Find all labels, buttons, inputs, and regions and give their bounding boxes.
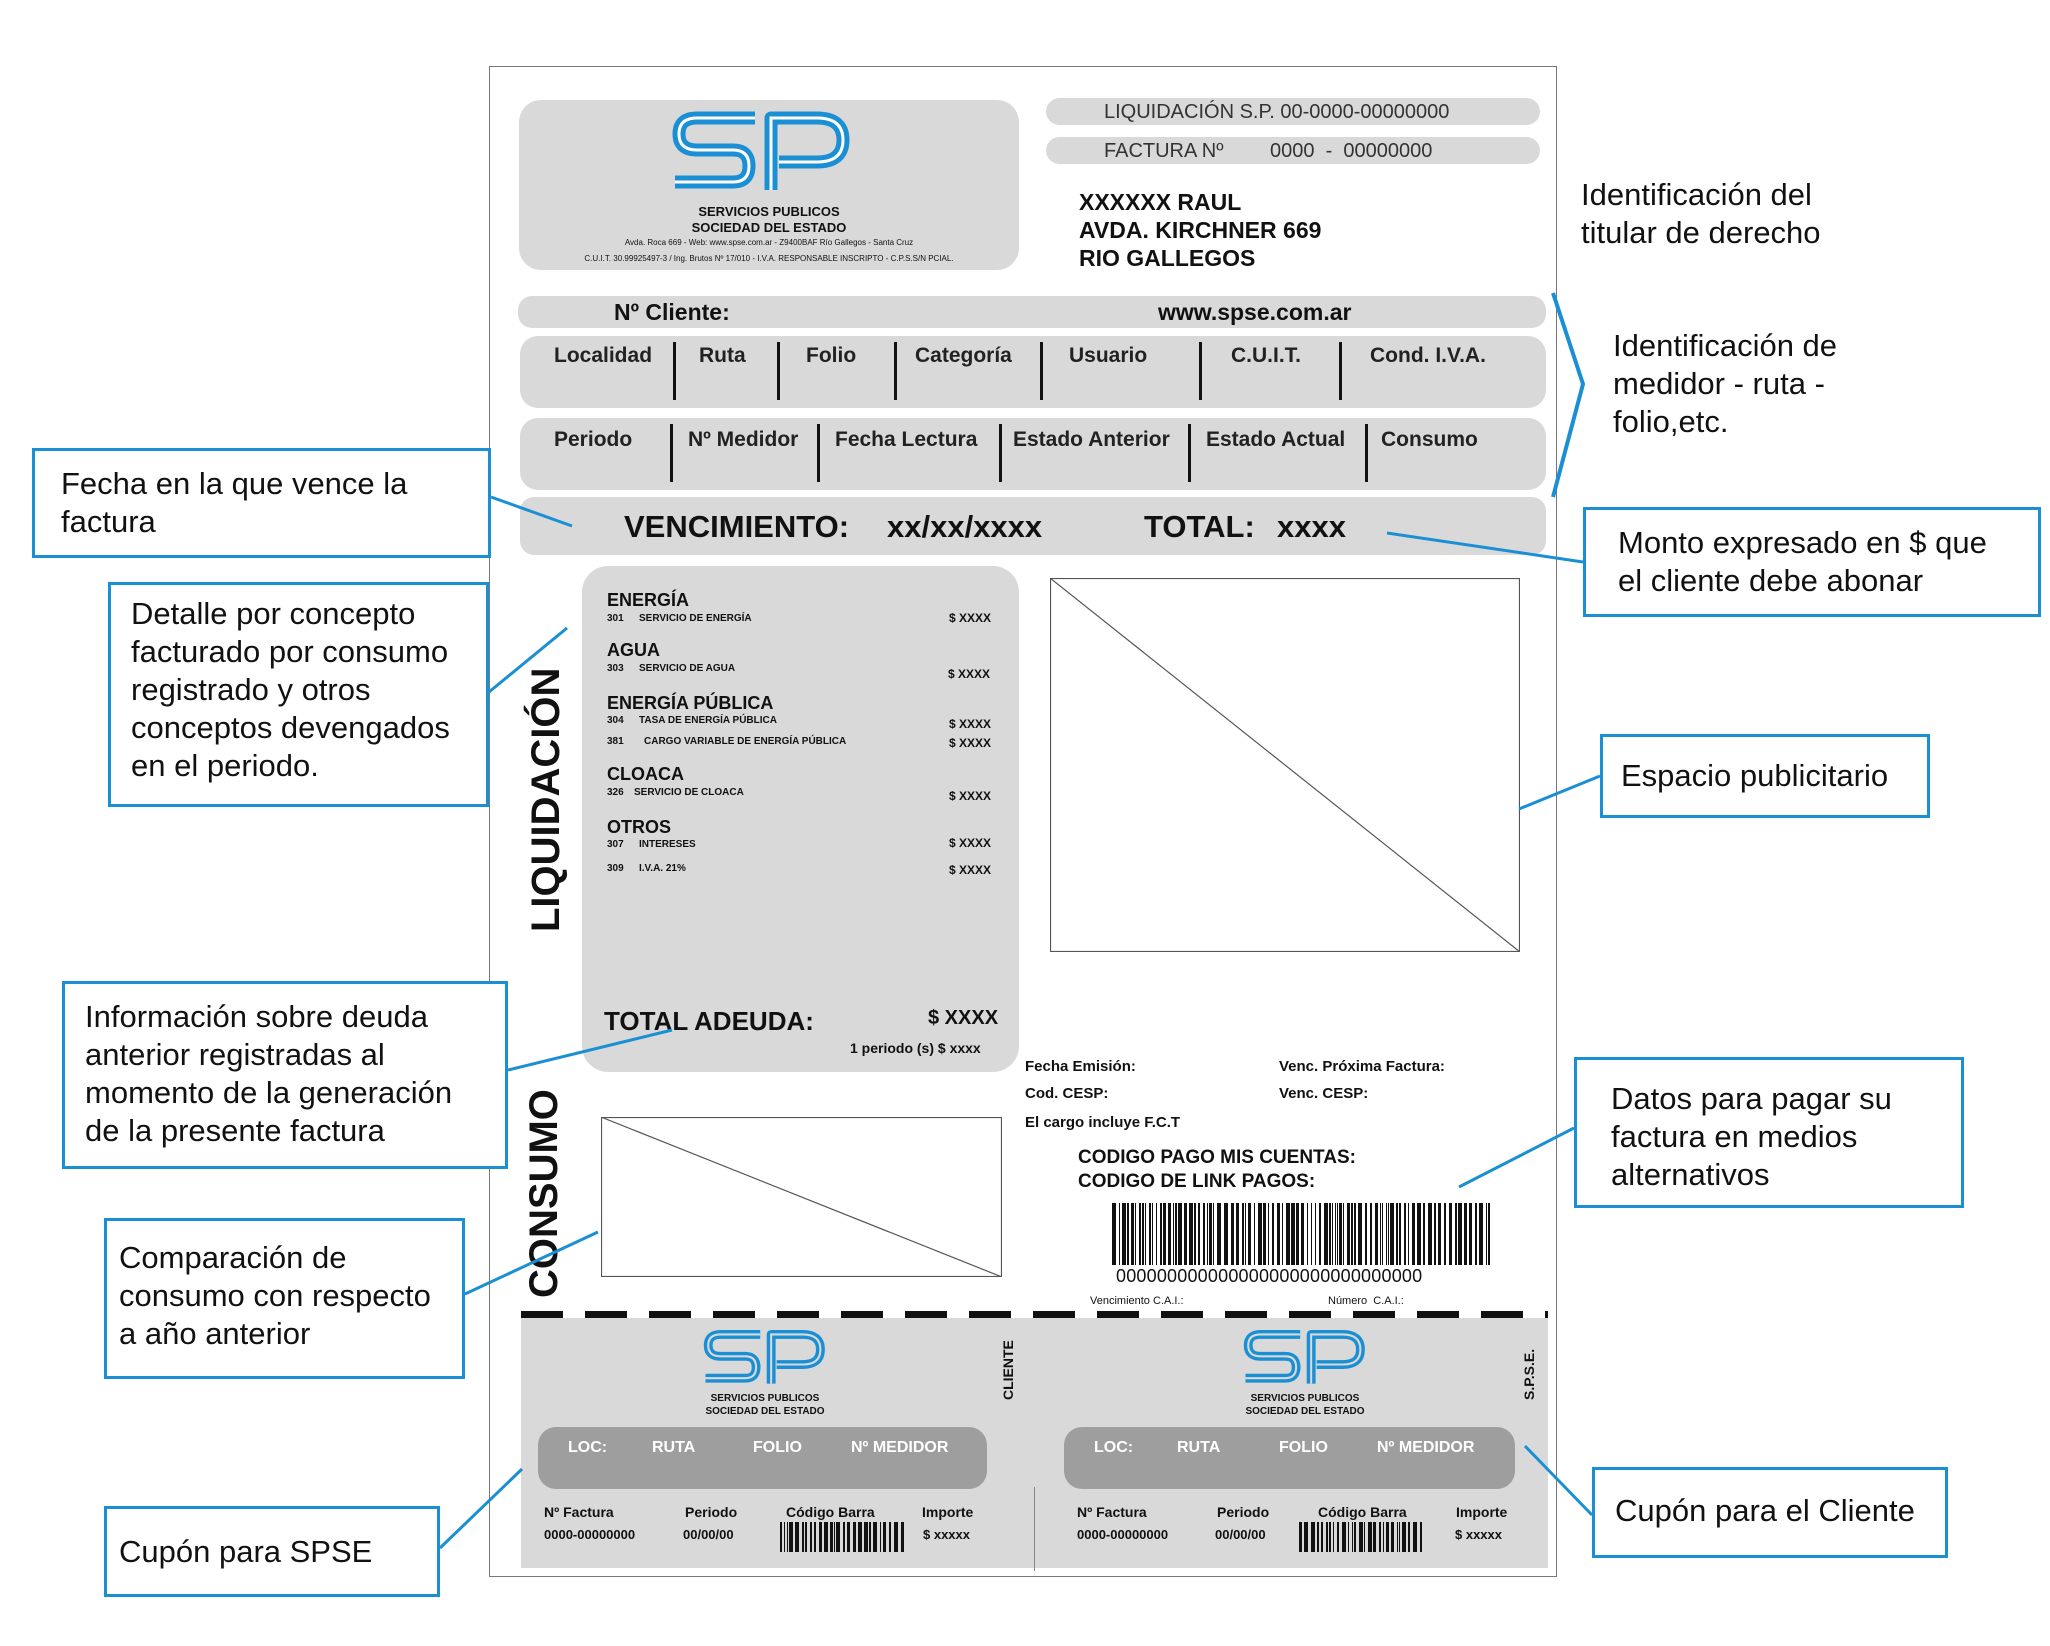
- cod-cesp-label: Cod. CESP:: [1025, 1085, 1109, 1102]
- pago-mis-cuentas-label: CODIGO PAGO MIS CUENTAS:: [1078, 1147, 1356, 1168]
- item-name: SERVICIO DE ENERGÍA: [639, 613, 752, 624]
- item-amount: $ XXXX: [949, 863, 992, 877]
- group-title: CLOACA: [607, 764, 684, 784]
- coupon-field: Nº MEDIDOR: [851, 1439, 949, 1456]
- coupon-header: Nº Factura: [1077, 1504, 1147, 1520]
- field-usuario: Usuario: [1069, 344, 1148, 367]
- item-amount: $ XXXX: [949, 717, 992, 731]
- coupon-field: RUTA: [652, 1439, 696, 1456]
- item-name: INTERESES: [639, 839, 696, 850]
- item-amount: $ XXXX: [949, 736, 992, 750]
- barcode-number: 000000000000000000000000000000: [1116, 1266, 1423, 1286]
- coupon-periodo-value: 00/00/00: [683, 1527, 734, 1542]
- field-estado-anterior: Estado Anterior: [1013, 428, 1170, 451]
- venc-cai-label: Vencimiento C.A.I.:: [1090, 1295, 1184, 1307]
- group-title: AGUA: [607, 640, 660, 660]
- liquidacion-section-title: LIQUIDACIÓN: [524, 667, 568, 932]
- fecha-emision-label: Fecha Emisión:: [1025, 1058, 1136, 1075]
- field-estado-actual: Estado Actual: [1206, 428, 1346, 451]
- client-web: www.spse.com.ar: [1158, 299, 1352, 325]
- item-name: SERVICIO DE AGUA: [639, 663, 736, 674]
- coupon-brand-1: SERVICIOS PUBLICOS: [710, 1393, 820, 1404]
- item-amount: $ XXXX: [949, 611, 992, 625]
- venc-proxima-label: Venc. Próxima Factura:: [1279, 1058, 1445, 1075]
- item-name: TASA DE ENERGÍA PÚBLICA: [639, 715, 777, 726]
- numero-cai-label: Número C.A.I.:: [1328, 1295, 1404, 1307]
- annotation-comparacion: Comparación de consumo con respecto a año anterior: [104, 1218, 465, 1379]
- item-amount: $ XXXX: [949, 789, 992, 803]
- field-periodo: Periodo: [554, 428, 633, 451]
- group-title: ENERGÍA: [607, 590, 690, 610]
- annotation-datos-pago: Datos para pagar su factura en medios alternativos: [1574, 1057, 1964, 1208]
- field-cond-iva: Cond. I.V.A.: [1370, 344, 1486, 367]
- customer-address: AVDA. KIRCHNER 669: [1079, 217, 1322, 243]
- coupon-header: Nº Factura: [544, 1504, 614, 1520]
- coupon-header: Periodo: [1217, 1504, 1270, 1520]
- item-name: SERVICIO DE CLOACA: [634, 787, 744, 798]
- field-fecha-lectura: Fecha Lectura: [835, 428, 978, 451]
- consumo-section-title: CONSUMO: [522, 1089, 566, 1298]
- field-categoria: Categoría: [915, 344, 1012, 367]
- coupon-field: FOLIO: [1279, 1439, 1328, 1456]
- annotation-detalle: Detalle por concepto facturado por consumo registrado y otros conceptos devengados en el periodo.: [108, 582, 489, 807]
- field-localidad: Localidad: [554, 344, 653, 367]
- group-title: OTROS: [607, 817, 672, 837]
- item-code: 326: [607, 787, 624, 798]
- coupon-field: FOLIO: [753, 1439, 802, 1456]
- coupon-field: LOC:: [568, 1439, 608, 1456]
- annotation-titular: Identificación del titular de derecho: [1581, 177, 1821, 250]
- liquidacion-number: LIQUIDACIÓN S.P. 00-0000-00000000: [1104, 101, 1450, 123]
- coupon-field: RUTA: [1177, 1439, 1221, 1456]
- annotation-monto: Monto expresado en $ que el cliente debe abonar: [1583, 507, 2041, 617]
- coupon-side-label-cliente: CLIENTE: [1000, 1340, 1016, 1400]
- factura-number: 0000 - 00000000: [1270, 140, 1433, 162]
- brand-tax-info: C.U.I.T. 30.99925497-3 / Ing. Brutos Nº 17/010 - I.V.A. RESPONSABLE INSCRIPTO - C.P.S.S/N PCIAL.: [584, 254, 954, 263]
- coupon-brand-2: SOCIEDAD DEL ESTADO: [705, 1406, 825, 1417]
- due-date: xx/xx/xxxx: [887, 509, 1043, 544]
- coupon-header: Código Barra: [1318, 1504, 1407, 1520]
- total-adeuda-periods: 1 periodo (s) $ xxxx: [850, 1040, 981, 1056]
- item-code: 301: [607, 613, 624, 624]
- item-code: 381: [607, 736, 624, 747]
- coupon-importe-value: $ xxxxx: [1455, 1527, 1502, 1542]
- coupon-header: Periodo: [685, 1504, 738, 1520]
- customer-name: XXXXXX RAUL: [1079, 189, 1242, 215]
- cargo-fct-label: El cargo incluye F.C.T: [1025, 1114, 1181, 1131]
- field-consumo: Consumo: [1381, 428, 1478, 451]
- total-label: TOTAL:: [1144, 509, 1255, 544]
- coupon-brand-2: SOCIEDAD DEL ESTADO: [1245, 1406, 1365, 1417]
- item-name: CARGO VARIABLE DE ENERGÍA PÚBLICA: [644, 736, 847, 747]
- client-number-label: Nº Cliente:: [614, 299, 730, 325]
- item-code: 309: [607, 863, 624, 874]
- brand-name-2: SOCIEDAD DEL ESTADO: [691, 220, 847, 235]
- field-folio: Folio: [806, 344, 857, 367]
- field-medidor: Nº Medidor: [688, 428, 799, 451]
- coupon-side-label-spse: S.P.S.E.: [1521, 1348, 1537, 1400]
- annotation-cupon-cliente: Cupón para el Cliente: [1592, 1467, 1948, 1558]
- group-title: ENERGÍA PÚBLICA: [607, 693, 774, 713]
- item-amount: $ XXXX: [948, 667, 991, 681]
- brand-address: Avda. Roca 669 - Web: www.spse.com.ar - Z9400BAF Río Gallegos - Santa Cruz: [624, 238, 914, 247]
- total-adeuda-label: TOTAL ADEUDA:: [604, 1006, 814, 1036]
- annotation-espacio: Espacio publicitario: [1600, 734, 1930, 818]
- coupon-brand-1: SERVICIOS PUBLICOS: [1250, 1393, 1360, 1404]
- coupon-field: Nº MEDIDOR: [1377, 1439, 1475, 1456]
- annotation-deuda: Información sobre deuda anterior registradas al momento de la generación de la presente factura: [62, 981, 508, 1169]
- factura-label: FACTURA Nº: [1104, 140, 1224, 162]
- due-label: VENCIMIENTO:: [624, 509, 850, 544]
- brand-name-1: SERVICIOS PUBLICOS: [698, 204, 840, 219]
- item-name: I.V.A. 21%: [639, 863, 686, 874]
- venc-cesp-label: Venc. CESP:: [1279, 1085, 1369, 1102]
- annotation-medidor: Identificación de medidor - ruta - folio,etc.: [1613, 328, 1838, 439]
- coupon-importe-value: $ xxxxx: [923, 1527, 970, 1542]
- item-code: 304: [607, 715, 624, 726]
- field-ruta: Ruta: [699, 344, 746, 367]
- coupon-header: Importe: [922, 1504, 974, 1520]
- customer-city: RIO GALLEGOS: [1079, 245, 1256, 271]
- field-cuit: C.U.I.T.: [1231, 344, 1302, 367]
- link-pagos-label: CODIGO DE LINK PAGOS:: [1078, 1171, 1316, 1192]
- total-adeuda-value: $ XXXX: [928, 1007, 999, 1029]
- coupon-field: LOC:: [1094, 1439, 1134, 1456]
- item-amount: $ XXXX: [949, 836, 992, 850]
- annotation-vence: Fecha en la que vence la factura: [32, 448, 491, 558]
- item-code: 303: [607, 663, 624, 674]
- coupon-factura-value: 0000-00000000: [544, 1527, 636, 1542]
- coupon-header: Importe: [1456, 1504, 1508, 1520]
- annotation-cupon-spse: Cupón para SPSE: [104, 1506, 440, 1597]
- coupon-header: Código Barra: [786, 1504, 875, 1520]
- coupon-factura-value: 0000-00000000: [1077, 1527, 1169, 1542]
- item-code: 307: [607, 839, 624, 850]
- coupon-periodo-value: 00/00/00: [1215, 1527, 1266, 1542]
- total-value: xxxx: [1277, 509, 1346, 544]
